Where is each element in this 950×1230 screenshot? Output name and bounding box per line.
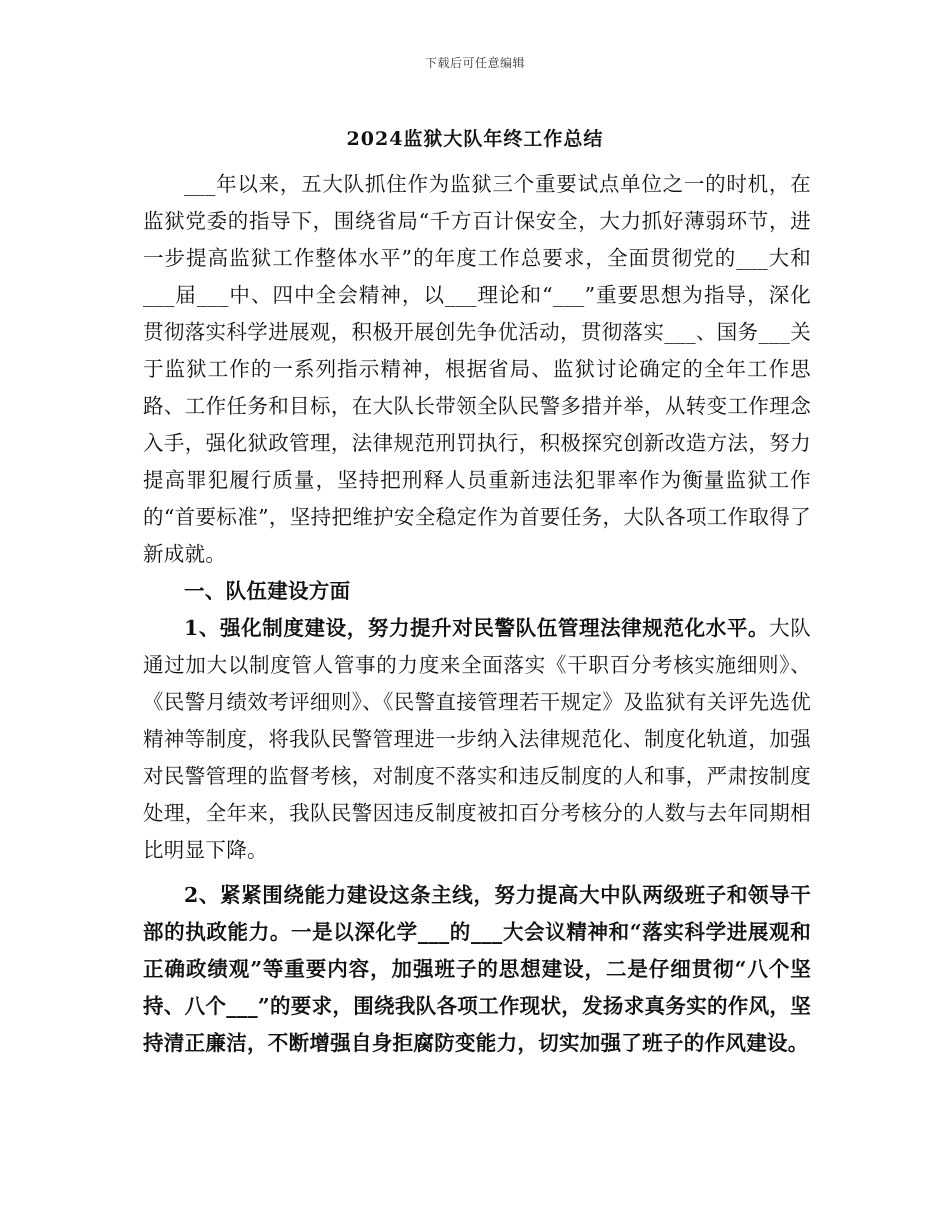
item1-paragraph bbox=[143, 610, 811, 869]
section-heading: 一、队伍建设方面 bbox=[184, 579, 351, 603]
page-header: 下载后可任意编辑 bbox=[424, 56, 525, 70]
item1-title: 1、强化制度建设，努力提升对民警队伍管理法律规范化水平。 bbox=[184, 616, 770, 640]
document-body bbox=[143, 166, 811, 1062]
intro-paragraph: ___年以来，五大队抓住作为监狱三个重要试点单位之一的时机，在监狱党委的指导下，围绕省局“千方百计保安全，大力抓好薄弱环节，进一步提高监狱工作整体水平”的年度工作总要求，全面贯彻党的___大和___届___中、四中全会精神，以___理论和“___”重要思想为指导，深化贯彻落实科学进展观，积极开展创先争优活动，贯彻落实___、国务___关于监狱工作的一系列指示精神，根据省局、监狱讨论确定的全年工作思路、工作任务和目标，在大队长带领全队民警多措并举，从转变工作理念入手，强化狱政管理，法律规范刑罚执行，积极探究创新改造方法，努力提高罪犯履行质量，坚持把刑释人员重新违法犯罪率作为衡量监狱工作的“首要标准”，坚持把维护安全稳定作为首要任务，大队各项工作取得了新成就。 bbox=[143, 172, 811, 566]
document-title: 2024监狱大队年终工作总结 bbox=[346, 128, 604, 150]
item2-paragraph: 2、紧紧围绕能力建设这条主线，努力提高大中队两级班子和领导干部的执政能力。一是以深化学___的___大会议精神和“落实科学进展观和正确政绩观”等重要内容，加强班子的思想建设，二是仔细贯彻“八个坚持、八个___”的要求，围绕我队各项工作现状，发扬求真务实的作风，坚持清正廉洁，不断增强自身拒腐防变能力，切实加强了班子的作风建设。 bbox=[143, 883, 811, 1055]
item1-body: 大队通过加大以制度管人管事的力度来全面落实《干职百分考核实施细则》、《民警月绩效考评细则》、《民警直接管理若干规定》及监狱有关评先选优精神等制度，将我队民警管理进一步纳入法律规范化、制度化轨道，加强对民警管理的监督考核，对制度不落实和违反制度的人和事，严肃按制度处理，全年来，我队民警因违反制度被扣百分考核分的人数与去年同期相比明显下降。 bbox=[143, 616, 811, 862]
